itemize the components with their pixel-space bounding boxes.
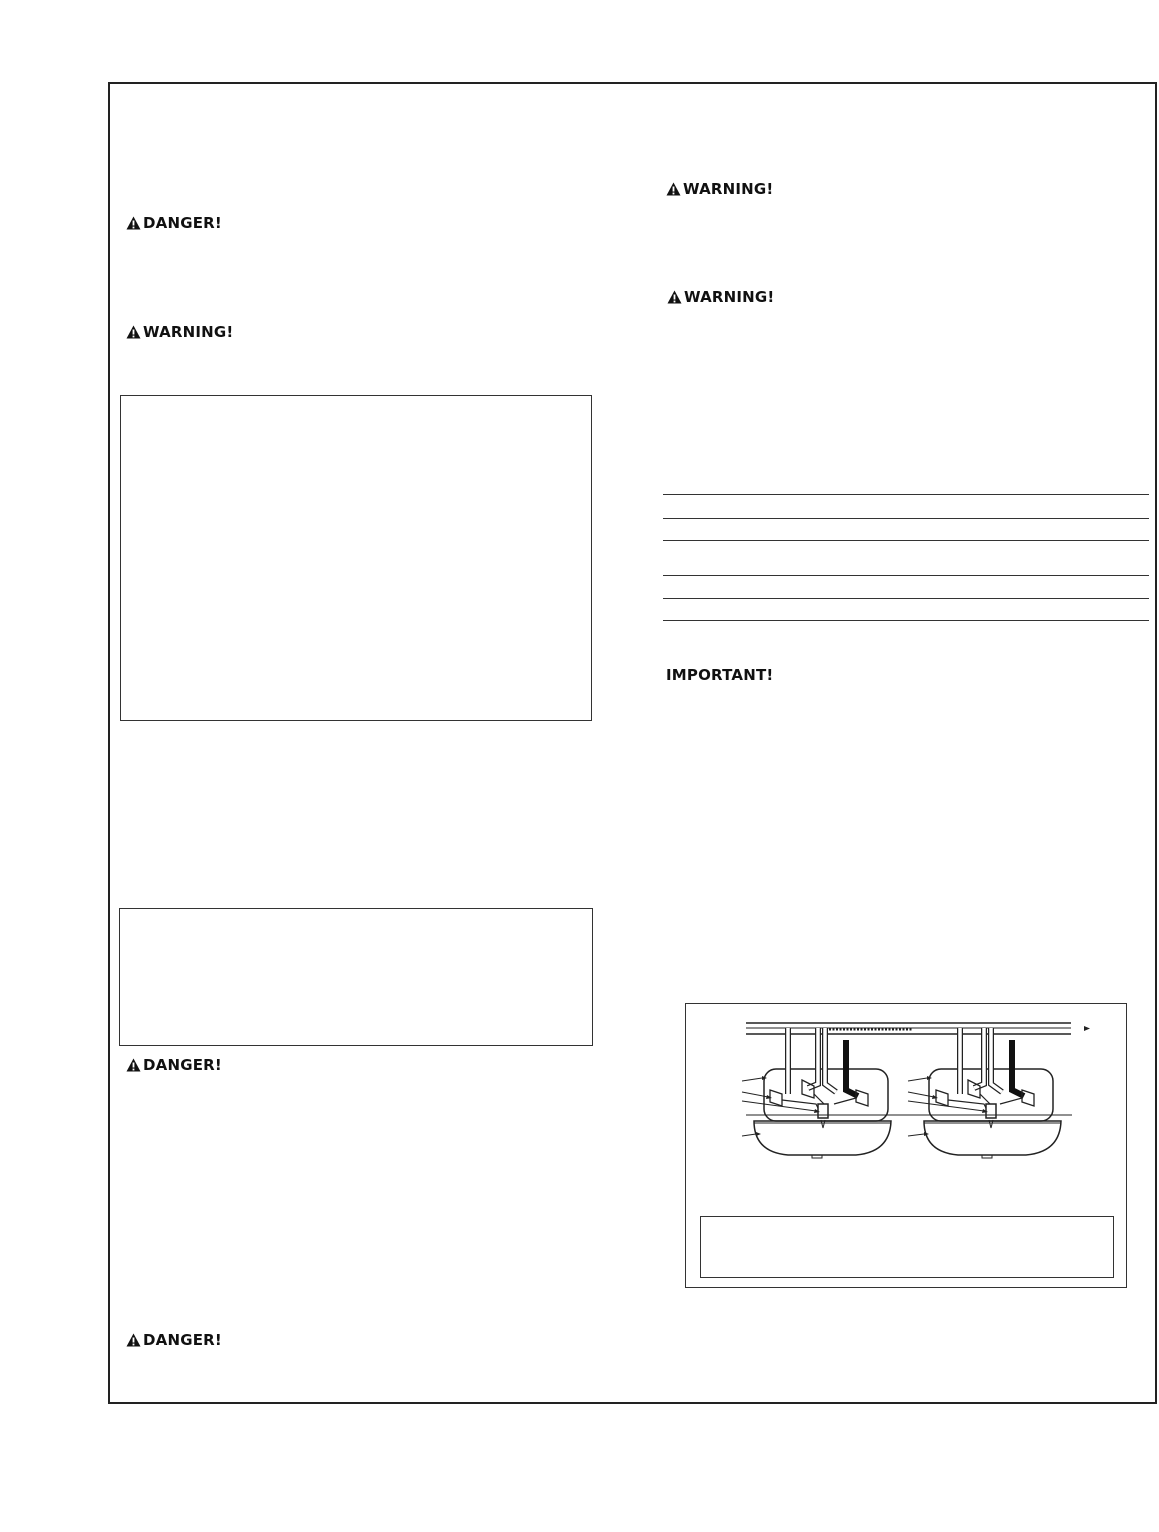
warning-label-1 — [126, 323, 233, 341]
warning-label-3 — [667, 288, 774, 306]
warning-text-2: WARNING! — [683, 180, 774, 198]
table-rule-3 — [663, 540, 1149, 541]
warning-text-1: WARNING! — [143, 323, 234, 341]
warning-triangle-icon — [126, 216, 141, 230]
warning-triangle-icon — [667, 290, 682, 304]
danger-label-3 — [126, 1331, 222, 1349]
warning-triangle-icon — [126, 1058, 141, 1072]
important-label — [666, 666, 773, 684]
figure-caption-box — [700, 1216, 1114, 1278]
warning-text-3: WARNING! — [684, 288, 775, 306]
danger-text-2: DANGER! — [143, 1056, 222, 1074]
danger-text-1: DANGER! — [143, 214, 222, 232]
table-rule-2 — [663, 518, 1149, 519]
warning-triangle-icon — [126, 325, 141, 339]
danger-label-2 — [126, 1056, 222, 1074]
table-rule-4 — [663, 575, 1149, 576]
notice-box-2 — [119, 908, 593, 1046]
warning-label-2 — [666, 180, 773, 198]
table-rule-6 — [663, 620, 1149, 621]
danger-label-1 — [126, 214, 222, 232]
table-rule-1 — [663, 494, 1149, 495]
wiring-figure — [685, 1003, 1127, 1288]
table-rule-5 — [663, 598, 1149, 599]
important-text: IMPORTANT! — [666, 666, 774, 684]
danger-text-3: DANGER! — [143, 1331, 222, 1349]
notice-box-1 — [120, 395, 592, 721]
warning-triangle-icon — [126, 1333, 141, 1347]
warning-triangle-icon — [666, 182, 681, 196]
